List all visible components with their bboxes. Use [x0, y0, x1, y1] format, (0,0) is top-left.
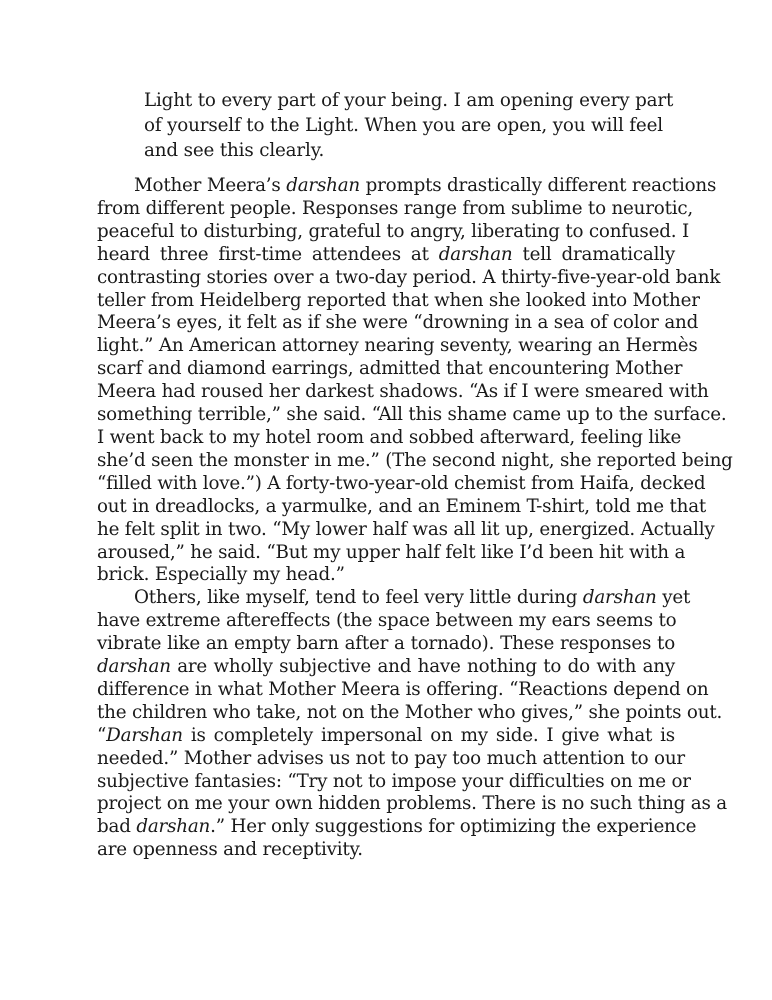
text-line — [97, 266, 721, 290]
paragraph — [97, 587, 727, 862]
text-line — [97, 610, 675, 633]
quote-line: Light to every part of your being. I am opening every part — [144, 90, 674, 111]
text-line — [97, 701, 723, 725]
emphasis-text: darshan — [286, 175, 360, 196]
text-run: Meera’s eyes, it felt as if she were “drowning in a sea of color and — [97, 312, 699, 334]
text-line — [97, 633, 675, 656]
text-line — [97, 793, 727, 816]
text-run: peaceful to disturbing, grateful to angry, liberating to confused. I — [97, 220, 689, 242]
text-run: contrasting stories over a two-day period. A thirty-five-year-old bank — [97, 266, 721, 288]
text-run: he felt split in two. “My lower half was all lit up, energized. Actually — [97, 518, 715, 540]
text-line — [97, 725, 675, 748]
text-run: prompts drastically different reactions — [360, 175, 717, 196]
text-run: is completely impersonal on my side. I give what is — [182, 724, 675, 746]
emphasis-text: darshan — [438, 243, 513, 265]
text-run: “filled with love.”) A forty-two-year-old chemist from Haifa, decked — [97, 472, 706, 494]
text-line — [97, 518, 715, 542]
text-run: I went back to my hotel room and sobbed afterward, feeling like — [97, 426, 682, 448]
text-run: difference in what Mother Meera is offering. “Reactions depend on — [97, 678, 709, 700]
text-run: aroused,” he said. “But my upper half felt like I’d been hit with a — [97, 541, 686, 563]
text-line — [97, 381, 709, 404]
text-line — [97, 472, 706, 496]
text-run: light.” An American attorney nearing seventy, wearing an Hermès — [97, 335, 698, 357]
paragraph — [97, 175, 733, 587]
text-run: scarf and diamond earrings, admitted that encountering Mother — [97, 358, 683, 380]
text-run: yet — [656, 587, 691, 609]
text-line — [97, 495, 707, 519]
text-line — [97, 747, 685, 771]
text-run: are openness and receptivity. — [97, 839, 363, 861]
text-run: needed.” Mother advises us not to pay too much attention to our — [97, 747, 685, 769]
text-run: tell dramatically — [512, 243, 675, 265]
text-line — [97, 587, 691, 610]
emphasis-text: darshan — [136, 816, 211, 838]
text-line — [97, 564, 675, 587]
emphasis-text: darshan — [97, 656, 171, 678]
text-run: “ — [97, 724, 107, 746]
text-line — [97, 289, 700, 313]
text-line — [97, 335, 698, 358]
quote-line: and see this clearly. — [144, 140, 325, 161]
text-run: from different people. Responses range from sublime to neurotic, — [97, 197, 694, 219]
text-run: out in dreadlocks, a yarmulke, and an Eminem T-shirt, told me that — [97, 495, 707, 517]
text-run: are wholly subjective and have nothing to do with any — [170, 656, 675, 678]
text-run: Meera had roused her darkest shadows. “As if I were smeared with — [97, 381, 709, 403]
text-line — [97, 449, 733, 473]
emphasis-text: Darshan — [106, 724, 183, 746]
text-line — [97, 678, 709, 702]
text-run: Others, like myself, tend to feel very little during — [134, 587, 583, 609]
text-line — [97, 656, 675, 679]
text-line — [97, 312, 699, 335]
text-line — [97, 358, 683, 381]
text-run: brick. Especially my head.” — [97, 564, 345, 586]
text-line — [97, 816, 697, 839]
body-text — [97, 175, 733, 862]
text-run: heard three first-time attendees at — [97, 243, 439, 265]
quote-line: of yourself to the Light. When you are open, you will feel — [144, 115, 663, 136]
text-line — [97, 404, 727, 427]
text-run: project on me your own hidden problems. There is no such thing as a — [97, 793, 727, 815]
text-line — [97, 770, 691, 794]
text-line — [97, 244, 675, 267]
text-run: subjective fantasies: “Try not to impose your difficulties on me or — [97, 770, 691, 792]
block-quote — [144, 88, 674, 163]
text-run: .” Her only suggestions for optimizing the experience — [210, 816, 697, 838]
text-run: the children who take, not on the Mother who gives,” she points out. — [97, 701, 723, 723]
text-line — [97, 197, 694, 221]
text-run: teller from Heidelberg reported that when she looked into Mother — [97, 289, 700, 311]
text-run: vibrate like an empty barn after a tornado). These responses to — [97, 633, 675, 655]
text-line — [97, 220, 689, 244]
emphasis-text: darshan — [582, 587, 657, 609]
text-run: Mother Meera’s — [134, 175, 287, 196]
text-run: have extreme aftereffects (the space between my ears seems to — [97, 610, 677, 632]
text-line — [97, 426, 682, 450]
text-line — [97, 175, 717, 198]
text-run: bad — [97, 816, 137, 838]
text-line — [97, 541, 686, 565]
text-run: something terrible,” she said. “All this shame came up to the surface. — [97, 404, 727, 426]
text-run: she’d seen the monster in me.” (The second night, she reported being — [97, 449, 733, 471]
text-line — [97, 839, 675, 862]
